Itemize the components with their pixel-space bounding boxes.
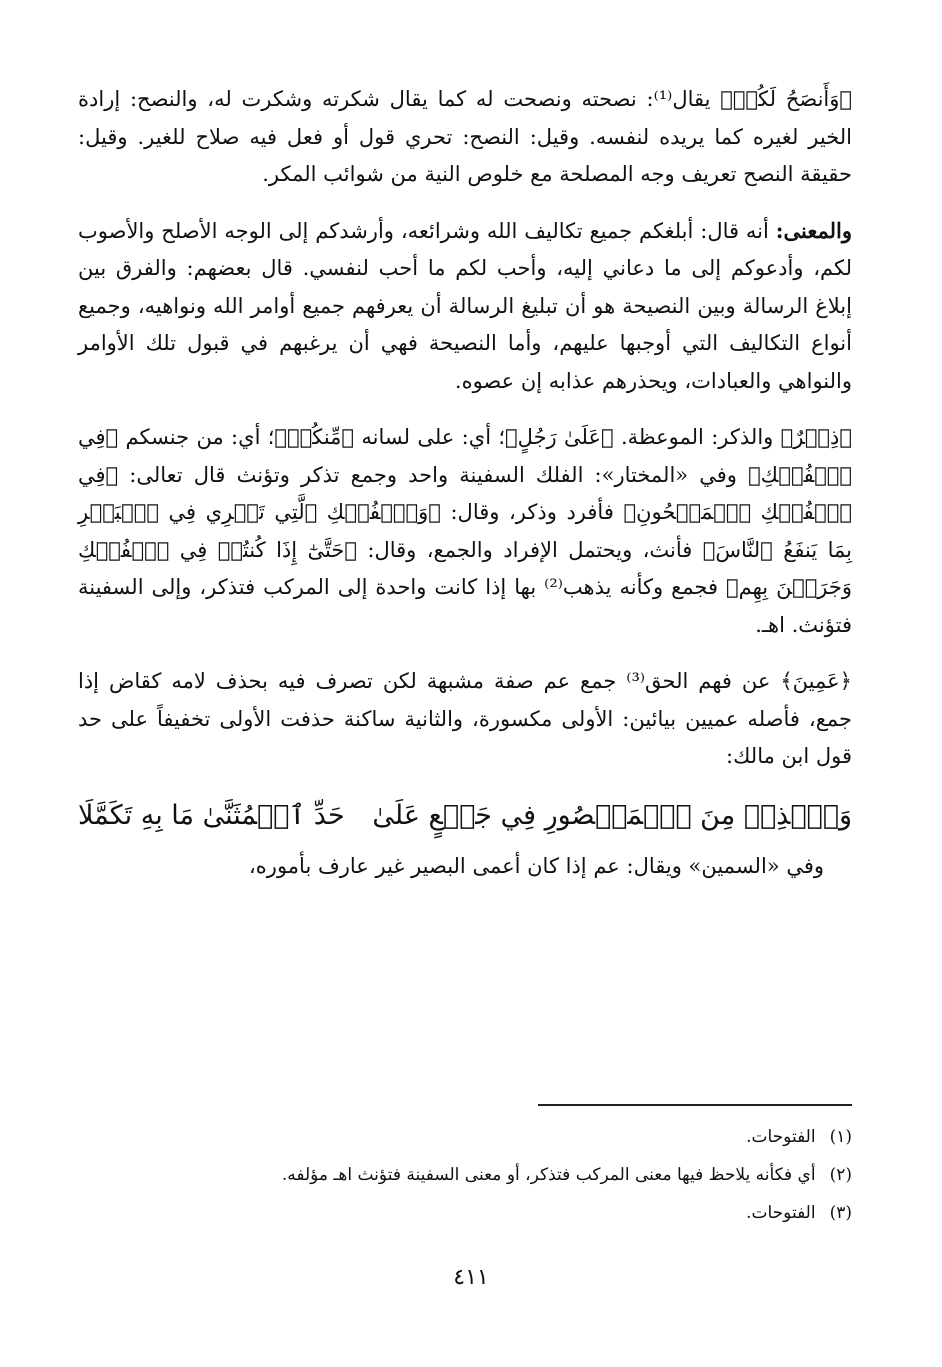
paragraph-nush xyxy=(78,80,852,194)
footnote-item xyxy=(200,1118,852,1156)
footnote-separator xyxy=(538,1104,852,1106)
paragraph-text: أنه قال: أبلغكم جميع تكاليف الله وشرائعه، وأرشدكم إلى الوجه الأصلح والأصوب لكم، وأدعوكم إلى ما دعاني إليه، وأحب لكم ما أحب لنفسي. قال بعضهم: والفرق بين إبلاغ الرسالة وبين النصيحة هو أن تبليغ الرسالة أن يعرفهم جميع أوامر الله ونواهيه، وجميع أنواع التكاليف التي أوجبها عليهم، وأما النصيحة فهي أن يرغبهم في قبول تلك الأوامر والنواهي والعبادات، ويحذرهم عذابه إن عصوه. xyxy=(78,218,852,393)
paragraph-text: ﴿ذِكۡرٌ﴾ والذكر: الموعظة. ﴿عَلَىٰ رَجُلٍ﴾؛ أي: على لسانه ﴿مِّنكُمۡ﴾؛ أي: من جنسكم ﴿فِي ٱلۡفُلۡكِ﴾ وفي «المختار»: الفلك السفينة واحد وجمع تذكر وتؤنث قال تعالى: ﴿فِي ٱلۡفُلۡكِ ٱلۡمَشۡحُونِ﴾ فأفرد وذكر، وقال: ﴿وَٱلۡفُلۡكِ ٱلَّتِي تَجۡرِي فِي ٱلۡبَحۡرِ بِمَا يَنفَعُ ٱلنَّاسَ﴾ فأنث، ويحتمل الإفراد والجمع، وقال: ﴿حَتَّىٰٓ إِذَا كُنتُمۡ فِي ٱلۡفُلۡكِ وَجَرَيۡنَ بِهِم﴾ فجمع وكأنه يذهب⁽²⁾ بها إذا كانت واحدة إلى المركب فتذكر، وإلى السفينة فتؤنث. اهـ. xyxy=(78,425,853,637)
footnotes xyxy=(200,1118,852,1232)
verse-second-hemistich: حَدِّ ٱلۡمُثَنَّىٰ مَا بِهِ تَكَمَّلَا xyxy=(78,799,345,831)
paragraph-dhikr xyxy=(78,418,852,644)
footnote-text: الفتوحات. xyxy=(746,1127,816,1147)
paragraph-meaning xyxy=(78,212,852,401)
footnote-number: (٢) xyxy=(829,1165,852,1185)
verse-first-hemistich: وَٱحۡذِفۡ مِنَ ٱلۡمَقۡصُورِ فِي جَمۡعٍ عَلَىٰ xyxy=(372,799,852,831)
paragraph-amin xyxy=(78,662,852,776)
paragraph-text: ﴿عَمِينَ﴾ عن فهم الحق⁽³⁾ جمع عم صفة مشبهة لكن تصرف فيه بحذف لامه كقاض إذا جمع، فأصله عميين بيائين: الأولى مكسورة، والثانية ساكنة حذفت الأولى تخفيفاً على حد قول ابن مالك: xyxy=(78,669,852,768)
footnote-item xyxy=(200,1194,852,1232)
paragraph-text: ﴿وَأَنصَحُ لَكُمۡ﴾ يقال⁽¹⁾: نصحته ونصحت له كما يقال شكرته وشكرت له، والنصح: إرادة الخير لغيره كما يريده لنفسه. وقيل: النصح: تحري قول أو فعل فيه صلاح للغير. وقيل: حقيقة النصح تعريف وجه المصلحة مع خلوص النية من شوائب المكر. xyxy=(78,87,853,186)
paragraph-samin: وفي «السمين» ويقال: عم إذا كان أعمى البصير غير عارف بأموره، xyxy=(249,853,824,878)
page-body xyxy=(78,80,852,885)
footnote-text: أي فكأنه يلاحظ فيها معنى المركب فتذكر، أو معنى السفينة فتؤنث اهـ مؤلفه. xyxy=(281,1165,816,1185)
paragraph-lead: والمعنى: xyxy=(775,217,852,243)
poetry-verse xyxy=(78,794,852,838)
footnote-number: (٣) xyxy=(829,1203,852,1223)
page-number: ٤١١ xyxy=(453,1265,489,1290)
footnote-number: (١) xyxy=(829,1127,852,1147)
footnote-text: الفتوحات. xyxy=(746,1203,816,1223)
footnote-item xyxy=(200,1156,852,1194)
